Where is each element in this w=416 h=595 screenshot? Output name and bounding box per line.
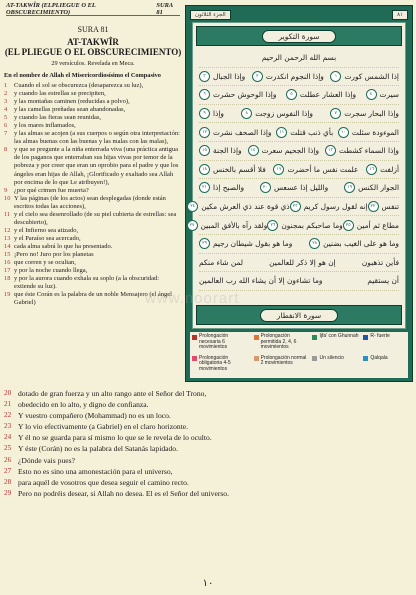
legend-swatch — [312, 356, 317, 361]
verse-row — [4, 466, 404, 477]
legend-swatch — [192, 335, 197, 340]
verse-row — [4, 410, 404, 421]
verse-number: 14 — [4, 242, 11, 250]
panel-header — [190, 8, 408, 21]
arabic-text: وما صاحبكم بمجنون — [281, 220, 343, 230]
arabic-text: وما هو بقول شيطان رجيم — [213, 239, 293, 249]
next-sura-title: سورة الانفطار — [260, 309, 338, 322]
legend-item — [254, 334, 310, 355]
arabic-segment — [290, 201, 368, 212]
verse-number: 25 — [4, 444, 12, 453]
quran-panel — [185, 5, 413, 382]
verse-number: 7 — [4, 130, 8, 138]
verse-number: 5 — [4, 114, 8, 122]
verse-list-wide — [4, 388, 404, 499]
sura-title-band — [196, 26, 402, 46]
ayah-marker-icon: ١٤ — [248, 145, 259, 156]
verse-text: cada alma sabrá lo que ha presentado. — [14, 242, 113, 250]
verse-number: 11 — [4, 210, 11, 218]
verse-row — [4, 211, 182, 227]
verse-row — [4, 114, 182, 122]
arabic-text: تنفس — [381, 202, 399, 212]
arabic-segment — [199, 182, 244, 193]
page-number: ١٠ — [202, 578, 214, 589]
verse-number: 28 — [4, 477, 12, 486]
header-left: AT-TAKWÎR (ELPLIEGUE O EL OBSCURECIMIENTO) — [6, 2, 96, 16]
arabic-text: ذي قوة عند ذي العرش مكين — [201, 202, 290, 212]
legend-item — [312, 356, 360, 377]
verse-number: 15 — [4, 250, 11, 258]
verse-number: 24 — [4, 433, 12, 442]
verse-number: 2 — [4, 90, 8, 98]
arabic-segment — [276, 127, 333, 138]
ayah-marker-icon: ٢٥ — [343, 220, 354, 231]
verse-number: 20 — [4, 389, 12, 397]
verse-row — [4, 235, 182, 243]
arabic-line — [199, 105, 399, 124]
verse-row — [4, 130, 182, 146]
arabic-text: لمن شاء منكم — [199, 257, 243, 267]
arabic-segment — [344, 182, 399, 193]
arabic-segment — [338, 127, 399, 138]
verse-number: 23 — [4, 422, 12, 431]
arabic-text: وإذا البحار سجرت — [344, 109, 399, 119]
ayah-marker-icon: ٥ — [286, 89, 297, 100]
arabic-text: وإذا الصحف نشرت — [213, 127, 272, 137]
arabic-segment — [199, 258, 243, 267]
verse-number: 29 — [4, 488, 12, 497]
verse-text: ¿Dónde vais pues? — [18, 455, 75, 465]
sura-meta: 29 versículos. Revelada en Meca. — [51, 60, 135, 67]
legend-label: R- fuerte — [370, 333, 390, 339]
verse-row — [4, 146, 182, 186]
arabic-text: وإذا — [213, 109, 224, 119]
arabic-line — [199, 123, 399, 142]
legend-swatch — [254, 335, 259, 340]
header-right: SURA 81 — [156, 2, 173, 16]
arabic-text: ولقد رآه بالأفق المبين — [200, 220, 268, 230]
verse-number: 16 — [4, 259, 11, 267]
verse-number: 6 — [4, 122, 8, 130]
legend-swatch — [363, 356, 368, 361]
arabic-segment — [199, 238, 292, 249]
verse-text: y el cielo sea desenrollado (de su piel cubierta de estrellas: sea descubierto), — [14, 210, 177, 226]
verse-row — [4, 291, 182, 307]
verse-row — [4, 106, 182, 114]
arabic-text: فلا أقسم بالخنس — [213, 164, 266, 174]
arabic-segment — [309, 238, 399, 249]
arabic-line — [190, 198, 399, 217]
arabic-segment — [260, 182, 328, 193]
arabic-segment — [199, 164, 266, 175]
arabic-text: أزلفت — [380, 164, 399, 174]
verse-text: y las camellas preñadas sean abandonadas, — [14, 106, 126, 114]
verse-text: y por la aurora cuando exhala su soplo (a la obscuridad: extiende su luz). — [14, 275, 160, 291]
ayah-marker-icon: ٢٠ — [260, 182, 271, 193]
arabic-line — [199, 161, 399, 180]
verse-text: Y las páginas (de los actos) sean desplegadas (donde están escritos todas las acciones), — [14, 194, 166, 210]
arabic-line — [199, 142, 399, 161]
arabic-segment — [252, 71, 324, 82]
ayah-marker-icon: ٩ — [199, 108, 210, 119]
running-header — [6, 3, 180, 16]
ayah-marker-icon: ٢٤ — [187, 201, 198, 212]
ayah-marker-icon: ١١ — [276, 127, 287, 138]
arabic-text: والصبح إذا — [213, 183, 245, 193]
ayah-marker-icon: ٢٩ — [199, 238, 210, 249]
verse-text: y el Infierno sea atizado, — [14, 226, 79, 234]
ayah-marker-icon: ١٦ — [366, 164, 377, 175]
verse-text: Y lo vio efectivamente (a Gabriel) en el claro horizonte. — [18, 422, 189, 432]
verse-number: 27 — [4, 466, 12, 475]
legend-label: Prolongación obligatoria 4-5 movimientos — [199, 354, 231, 372]
arabic-segment — [367, 276, 399, 285]
arabic-segment — [330, 108, 399, 119]
arabic-text: الموءودة سئلت — [351, 127, 399, 137]
arabic-segment — [199, 145, 242, 156]
translation-column — [4, 19, 182, 307]
verse-list-left — [4, 82, 182, 307]
legend-label: Un silencio — [319, 354, 344, 361]
verse-number: 22 — [4, 411, 12, 420]
verse-row — [4, 122, 182, 130]
arabic-segment — [199, 127, 272, 138]
arabic-segment — [325, 145, 399, 156]
legend-label: Prolongación permitida 2, 4, 6 movimientos — [260, 333, 297, 351]
verse-row — [4, 388, 404, 399]
verse-number: 13 — [4, 234, 11, 242]
ayah-marker-icon: ٢ — [252, 71, 263, 82]
verse-number: 18 — [4, 275, 11, 283]
verse-text: ¿por qué crimen fue muerta? — [14, 186, 89, 194]
verse-text: y el Paraíso sea acercado, — [14, 234, 81, 242]
legend-swatch — [363, 335, 368, 340]
arabic-line — [199, 235, 399, 254]
verse-text: y las montañas caminen (reducidas a polvo), — [14, 98, 130, 106]
arabic-text: إنه لقول رسول كريم — [303, 202, 368, 212]
ayah-marker-icon: ١٠ — [338, 127, 349, 138]
next-sura-band — [196, 305, 402, 325]
verse-row — [4, 443, 404, 454]
arabic-segment — [241, 108, 313, 119]
ayah-marker-icon: ٢٦ — [267, 220, 278, 231]
tajweed-legend — [190, 332, 408, 378]
arabic-lines — [189, 49, 399, 302]
verse-number: 19 — [4, 291, 11, 299]
verse-row — [4, 227, 182, 235]
verse-text: Y él no se guarda para sí mismo lo que se le revela de lo oculto. — [18, 433, 212, 443]
verse-text: dotado de gran fuerza y un alto rango ante el Señor del Trono, — [18, 389, 207, 398]
watermark: www.noorart — [145, 290, 240, 307]
arabic-segment — [199, 276, 322, 285]
verse-text: y por la noche cuando llega, — [14, 267, 88, 275]
verse-number: 1 — [4, 82, 8, 89]
verse-number: 8 — [4, 146, 8, 154]
verse-row — [4, 432, 404, 443]
arabic-segment — [343, 220, 399, 231]
legend-swatch — [192, 356, 197, 361]
arabic-text: وما هو على الغيب بضنين — [323, 239, 399, 249]
legend-swatch — [254, 356, 259, 361]
arabic-segment — [267, 220, 342, 231]
ayah-marker-icon: ١٣ — [325, 145, 336, 156]
arabic-line — [189, 216, 399, 235]
arabic-text: الجوار الكنس — [358, 183, 399, 193]
arabic-text: بسم الله الرحمن الرحيم — [261, 53, 337, 63]
quran-text-frame — [189, 22, 406, 329]
verse-text: Pero no podréis desear, si Allah no desea. El es el Señor del universo. — [18, 488, 230, 498]
verse-text: y cuando las estrellas se precipiten, — [14, 90, 106, 98]
legend-swatch — [312, 335, 317, 340]
verse-row — [4, 399, 404, 410]
legend-item — [312, 334, 360, 355]
verse-number: 9 — [4, 186, 8, 194]
arabic-text: وإذا الجنة — [213, 146, 242, 156]
ayah-marker-icon: ١٨ — [199, 164, 210, 175]
verse-number: 4 — [4, 106, 8, 114]
verse-row — [4, 275, 182, 291]
legend-item — [254, 356, 310, 377]
arabic-line — [199, 179, 399, 198]
verse-row — [4, 243, 182, 251]
ayah-marker-icon: ٧ — [330, 108, 341, 119]
verse-row — [4, 90, 182, 98]
ayah-marker-icon: ١٩ — [344, 182, 355, 193]
legend-item — [192, 334, 251, 355]
ayah-marker-icon: ٤ — [366, 89, 377, 100]
arabic-text: وإذا الوحوش حشرت — [213, 90, 277, 100]
arabic-segment — [368, 201, 399, 212]
verse-text: Y éste (Corán) no es la palabra del Satanás lapidado. — [18, 444, 178, 454]
verse-row — [4, 82, 182, 90]
legend-label: Prolongación normal 2 movimientos — [260, 354, 307, 367]
ayah-marker-icon: ١ — [330, 71, 341, 82]
verse-row — [4, 267, 182, 275]
ayah-marker-icon: ٦ — [199, 89, 210, 100]
arabic-line — [199, 49, 399, 68]
arabic-line — [199, 86, 399, 105]
verse-row — [4, 477, 404, 488]
arabic-text: وإذا الجحيم سعرت — [261, 146, 320, 156]
verse-text: Esto no es sino una amonestación para el universo, — [18, 466, 173, 476]
arabic-text: وإذا العشار عطلت — [299, 90, 357, 100]
legend-label: Ijfa' con Ghunnah — [319, 333, 359, 339]
arabic-segment — [187, 220, 268, 231]
verse-text: que éste Corán es la palabra de un noble Mensajero (el ángel Gabriel) — [14, 291, 172, 307]
verse-row — [4, 187, 182, 195]
verse-number: 3 — [4, 98, 8, 106]
verse-row — [4, 455, 404, 466]
legend-label: Qalqala — [370, 354, 388, 361]
arabic-text: سيرت — [379, 90, 399, 100]
arabic-segment — [262, 53, 336, 62]
ayah-marker-icon: ١٧ — [273, 164, 284, 175]
ayah-marker-icon: ١٢ — [199, 127, 210, 138]
ayah-marker-icon: ٢١ — [199, 182, 210, 193]
verse-row — [4, 195, 182, 211]
sura-subtitle: (EL PLIEGUE O EL OBSCURECIMIENTO) — [4, 47, 182, 57]
arabic-text: وما تشاءون إلا أن يشاء الله رب العالمين — [199, 276, 323, 286]
ayah-marker-icon: ٨ — [241, 108, 252, 119]
verse-text: que corren y se ocultan, — [14, 259, 76, 267]
verse-text: Cuando el sol se obscurezca (desaparezca su luz), — [14, 82, 144, 89]
arabic-text: إن هو إلا ذكر للعالمين — [269, 257, 336, 267]
legend-label: Prolongación necesaria 6 movimientos — [199, 333, 229, 351]
ayah-marker-icon: ٢٨ — [309, 238, 320, 249]
arabic-segment — [330, 71, 399, 82]
arabic-line — [199, 272, 399, 291]
arabic-text: وإذا السماء كشطت — [339, 146, 399, 156]
verse-row — [4, 421, 404, 432]
arabic-segment — [187, 201, 290, 212]
verse-text: obedecido en lo alto, y digno de confianza. — [18, 400, 149, 410]
arabic-segment — [269, 258, 336, 267]
ayah-marker-icon: ٢٣ — [290, 201, 301, 212]
arabic-segment — [366, 89, 399, 100]
arabic-segment — [199, 89, 276, 100]
verse-number: 21 — [4, 400, 12, 409]
arabic-segment — [362, 258, 399, 267]
verse-text: y las almas se acojen (a sus cuerpos o según otra interpretación: las almas buenas con las buenas y las malas con las malas), — [14, 130, 180, 146]
arabic-segment — [248, 145, 319, 156]
verse-number: 17 — [4, 267, 11, 275]
arabic-text: فأين تذهبون — [361, 257, 399, 267]
arabic-text: وإذا النجوم انكدرت — [265, 71, 324, 81]
verse-text: y los mares inflamados, — [14, 122, 76, 130]
sura-name: AT-TAKWÎR — [67, 37, 119, 47]
arabic-line — [199, 254, 399, 273]
verse-text: y cuando las fieras sean reunidas, — [14, 114, 101, 122]
arabic-text: وإذا النفوس زوجت — [255, 109, 313, 119]
arabic-segment — [199, 108, 224, 119]
legend-item — [363, 334, 406, 355]
sura-number: SURA 81 — [77, 25, 109, 34]
basmala-translation: En el nombre de Allah el Misericordiosísimo el Compasivo — [4, 72, 161, 79]
juz-label: الجزء الثلاثون — [190, 10, 231, 20]
legend-item — [192, 356, 251, 377]
verse-number: 26 — [4, 455, 12, 464]
arabic-text: مطاع ثم أمين — [356, 220, 399, 230]
sura-title-arabic: سورة التكوير — [262, 30, 337, 43]
arabic-text: بأي ذنب قتلت — [290, 127, 334, 137]
arabic-segment — [199, 71, 245, 82]
verse-row — [4, 251, 182, 259]
arabic-text: إذا الشمس كورت — [344, 71, 399, 81]
verse-text: Y vuestro compañero (Mohammad) no es un loco. — [18, 411, 171, 421]
arabic-text: والليل إذا عسعس — [273, 183, 329, 193]
verse-text: ¡Pero no! Juro por los planetas — [14, 250, 94, 258]
arabic-segment — [273, 164, 358, 175]
verse-text: para aquél de vosotros que desea seguir el camino recto. — [18, 477, 189, 487]
ayah-marker-icon: ٢٧ — [187, 220, 198, 231]
legend-item — [363, 356, 406, 377]
sura-index: ٨١ — [392, 10, 408, 20]
arabic-segment — [366, 164, 399, 175]
verse-row — [4, 488, 404, 499]
arabic-text: علمت نفس ما أحضرت — [287, 164, 359, 174]
verse-number: 10 — [4, 194, 11, 202]
arabic-segment — [286, 89, 356, 100]
verse-number: 12 — [4, 226, 11, 234]
ayah-marker-icon: ١٥ — [199, 145, 210, 156]
verse-row — [4, 259, 182, 267]
verse-text: y que se pregunte a la niña enterrada viva (una práctica antigua de los paganos que enterraban sus hijas vivas por temor de la pobreza y por creer que eran un oprobio para el padre y que los ángeles eran hijas de Allah, ¡Glorificado y exaltado sea Allah por encima de lo que Le atribuyen!), — [14, 146, 179, 186]
ayah-marker-icon: ٣ — [199, 71, 210, 82]
arabic-text: أن يستقيم — [367, 276, 399, 286]
arabic-line — [199, 68, 399, 87]
ayah-marker-icon: ٢٢ — [368, 201, 379, 212]
verse-row — [4, 98, 182, 106]
arabic-text: وإذا الجبال — [213, 71, 246, 81]
